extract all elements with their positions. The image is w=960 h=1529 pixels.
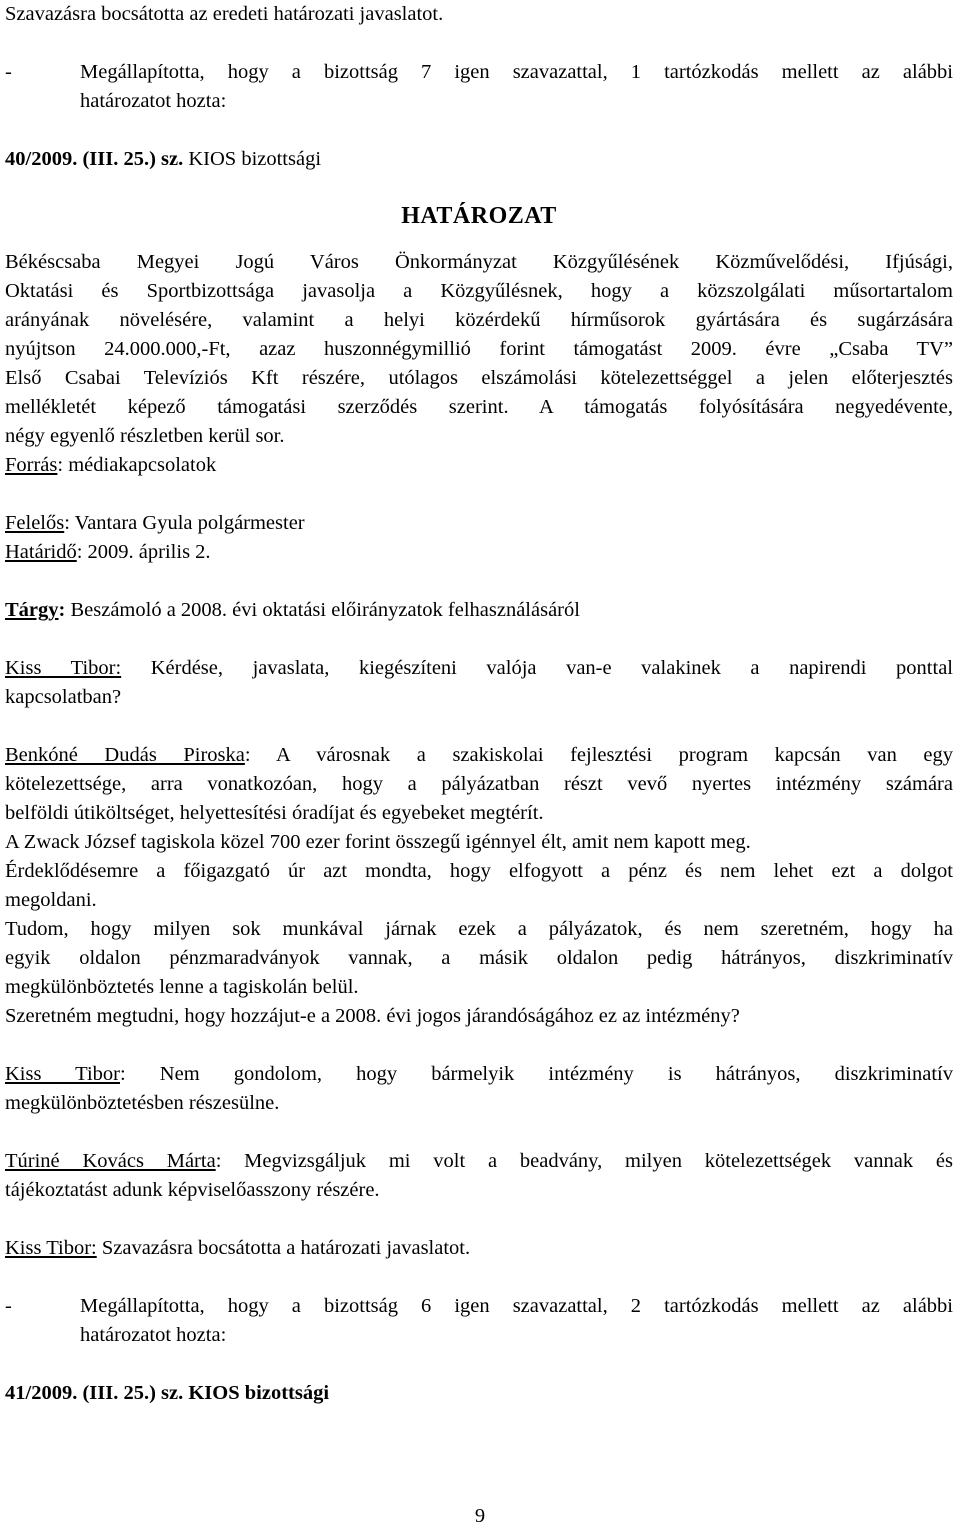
statement-text: : Megvizsgáljuk mi volt a beadvány, milyen kötelezettségek vannak és [215, 1150, 953, 1172]
speaker-name: Benkóné Dudás Piroska [5, 744, 245, 766]
vote-result-2 [5, 1292, 953, 1321]
vote-result-1-line: Megállapította, hogy a bizottság 7 igen szavazattal, 1 tartózkodás mellett az alábbi [80, 61, 953, 83]
discussion-line [5, 1060, 953, 1089]
speaker-name: Kiss Tibor: [5, 657, 122, 679]
discussion-entry [5, 741, 953, 1031]
discussion-entry [5, 1234, 953, 1263]
resolution-number [5, 145, 953, 174]
discussion-line: megkülönböztetés lenne a tagiskolán belül. [5, 976, 359, 998]
deadline-value: : 2009. április 2. [76, 541, 211, 563]
discussion-line [5, 654, 953, 683]
discussion-line: Szeretném megtudni, hogy hozzájut-e a 2008. évi jogos járandóságához ez az intézmény? [5, 1005, 740, 1027]
resolution-body-line: Első Csabai Televíziós Kft részére, utólagos elszámolási kötelezettséggel a jelen előterjesztés [5, 367, 953, 389]
document-page [5, 0, 953, 1408]
speaker-name: Kiss Tibor [5, 1063, 121, 1085]
statement-text: : A városnak a szakiskolai fejlesztési program kapcsán van egy [244, 744, 953, 766]
topic-label: Tárgy [5, 599, 59, 621]
discussion-line: Érdeklődésemre a főigazgató úr azt mondta, hogy elfogyott a pénz és nem lehet ezt a dolgot [5, 860, 953, 882]
discussion-entry [5, 1060, 953, 1118]
statement-text: Szavazásra bocsátotta a határozati javaslatot. [96, 1237, 471, 1259]
vote-dash: - [5, 61, 12, 83]
resolution-body-line: Oktatási és Sportbizottsága javasolja a Közgyűlésnek, hogy a közszolgálati műsortartalom [5, 280, 953, 302]
discussion-entry [5, 1147, 953, 1205]
source-label: Forrás [5, 454, 58, 476]
speaker-name: Túriné Kovács Márta [5, 1150, 216, 1172]
discussion-line [5, 1147, 953, 1176]
vote-result-1-cont: határozatot hozta: [80, 90, 227, 112]
topic-colon: : [58, 599, 66, 621]
discussion-line: tájékoztatást adunk képviselőasszony részére. [5, 1179, 380, 1201]
discussion-line: megoldani. [5, 889, 97, 911]
resolution-body-line: négy egyenlő részletben kerül sor. [5, 425, 285, 447]
discussion-entry [5, 654, 953, 712]
deadline-label: Határidő [5, 541, 77, 563]
resolution-number-bold: 40/2009. (III. 25.) sz. [5, 148, 184, 170]
topic-line [5, 596, 953, 625]
resolution-body-line: nyújtson 24.000.000,-Ft, azaz huszonnégymillió forint támogatást 2009. évre „Csaba TV” [5, 338, 953, 360]
vote-result-1 [5, 58, 953, 87]
discussion-line: A Zwack József tagiskola közel 700 ezer forint összegű igénnyel élt, amit nem kapott meg. [5, 831, 751, 853]
responsible-value: : Vantara Gyula polgármester [64, 512, 305, 534]
vote-dash: - [5, 1295, 12, 1317]
resolution-body-line: mellékletét képező támogatási szerződés szerint. A támogatás folyósítására negyedévente, [5, 396, 953, 418]
deadline-line [5, 538, 953, 567]
topic-value: Beszámoló a 2008. évi oktatási előirányzatok felhasználásáról [65, 599, 580, 621]
vote-result-2-cont: határozatot hozta: [80, 1324, 227, 1346]
discussion-line: kötelezettsége, arra vonatkozóan, hogy a pályázatban részt vevő nyertes intézmény számára [5, 773, 953, 795]
source-value: : médiakapcsolatok [57, 454, 217, 476]
statement-text: : Nem gondolom, hogy bármelyik intézmény is hátrányos, diszkriminatív [120, 1063, 953, 1085]
vote-result-2-line: Megállapította, hogy a bizottság 6 igen szavazattal, 2 tartózkodás mellett az alábbi [80, 1295, 953, 1317]
resolution-body-line: arányának növelésére, valamint a helyi közérdekű hírműsorok gyártására és sugárzására [5, 309, 953, 331]
resolution-number-2: 41/2009. (III. 25.) sz. KIOS bizottsági [5, 1382, 330, 1404]
discussion-line: belföldi útiköltséget, helyettesítési óradíjat és egyebeket megtérít. [5, 802, 544, 824]
discussion-line: Tudom, hogy milyen sok munkával járnak ezek a pályázatok, és nem szeretném, hogy ha [5, 918, 953, 940]
responsible-label: Felelős [5, 512, 65, 534]
discussion-line [5, 1234, 953, 1263]
intro-text: Szavazásra bocsátotta az eredeti határozati javaslatot. [5, 3, 444, 25]
discussion-line: kapcsolatban? [5, 686, 122, 708]
resolution-number-rest: KIOS bizottsági [183, 148, 322, 170]
discussion-line [5, 741, 953, 770]
discussion-line: megkülönböztetésben részesülne. [5, 1092, 280, 1114]
resolution-body-line: Békéscsaba Megyei Jogú Város Önkormányzat Közgyűlésének Közművelődési, Ifjúsági, [5, 251, 953, 273]
resolution-body [5, 248, 953, 451]
discussion-line: egyik oldalon pénzmaradványok vannak, a másik oldalon pedig hátrányos, diszkriminatív [5, 947, 953, 969]
source-line [5, 451, 953, 480]
statement-text: Kérdése, javaslata, kiegészíteni valója van-e valakinek a napirendi ponttal [121, 657, 953, 679]
speaker-name: Kiss Tibor: [5, 1237, 97, 1259]
page-number: 9 [474, 1505, 486, 1527]
resolution-heading: HATÁROZAT [401, 203, 557, 229]
responsible-line [5, 509, 953, 538]
